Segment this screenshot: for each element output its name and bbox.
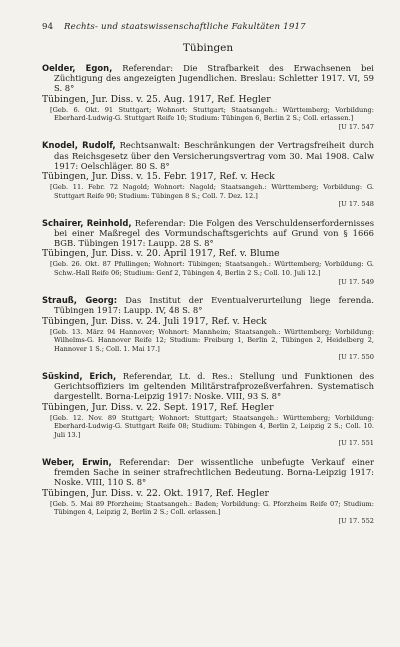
entry-reference-number: [U 17. 547 (338, 122, 374, 131)
entry-biographical-note: [Geb. 11. Febr. 72 Nagold; Wohnort: Nagold; Staatsangeh.: Württemberg; Vorbildung: G. Stuttgart Reife 90; Studium: Tübingen 8 S.; Coll. 7. Dez. 12.] (50, 183, 374, 200)
running-title: Rechts- und staatswissenschaftliche Fakultäten 1917 (64, 22, 306, 32)
entry-reference-number: [U 17. 549 (338, 277, 374, 286)
entry-dissertation-info: Tübingen, Jur. Diss. v. 15. Febr. 1917, Ref. v. Heck (42, 171, 275, 182)
entry-reference-number: [U 17. 551 (338, 439, 374, 448)
entry-biographical-note: [Geb. 13. März 94 Hannover; Wohnort: Mannheim; Staatsangeh.: Württemberg; Vorbildung: Wilhelms-G. Hannover Reife 12; Studium: Freiburg 1, Berlin 2, Tübingen 2, Heidelberg 2, Hannover 1 S.; Coll. 1. Mai 17.] (50, 327, 374, 353)
page-number: 94 (42, 22, 54, 32)
entry-author: Süskind, Erich, (42, 370, 117, 381)
entry-biographical-note: [Geb. 12. Nov. 89 Stuttgart; Wohnort: Stuttgart; Staatsangeh.: Württemberg; Vorbildung: Eberhard-Ludwig-G. Stuttgart Reife 08; Studium: Tübingen 4, Berlin 2, Leipzig 2 S.; Coll. 10. Juli 13.] (50, 413, 374, 439)
entry-dissertation-info: Tübingen, Jur. Diss. v. 20. April 1917, Ref. v. Blume (42, 248, 280, 260)
entry-author: Knodel, Rudolf, (42, 140, 116, 151)
entry-title: Das Institut der Eventualverurteilung liege ferenda. Tübingen 1917: Laupp. IV, 48 S. 8° (54, 295, 374, 316)
entry-title-line (42, 457, 374, 488)
entry-reference-number: [U 17. 550 (338, 353, 374, 362)
entry-author: Oelder, Egon, (42, 63, 113, 73)
dissertation-entry (42, 457, 374, 525)
entry-author: Strauß, Georg: (42, 295, 118, 306)
entry-biographical-note: [Geb. 26. Okt. 87 Pfullingen; Wohnort: Tübingen; Staatsangeh.: Württemberg; Vorbildung: G. Schw.-Hall Reife 06; Studium: Genf 2, Tübingen 4, Berlin 2 S.; Coll. 10. Juli 12.] (50, 260, 374, 277)
entry-author: Weber, Erwin, (42, 456, 112, 467)
entry-title-line (42, 371, 374, 402)
entry-title-line (42, 295, 374, 315)
entry-dissertation-info: Tübingen, Jur. Diss. v. 24. Juli 1917, Ref. v. Heck (42, 315, 267, 327)
entry-dissertation-info: Tübingen, Jur. Diss. v. 22. Sept. 1917, Ref. Hegler (42, 401, 274, 413)
dissertation-entry (42, 140, 374, 208)
entry-list (42, 63, 374, 525)
entry-dissertation-info: Tübingen, Jur. Diss. v. 22. Okt. 1917, Ref. Hegler (42, 487, 269, 499)
entry-title: Referendar: Die Folgen des Verschuldenserfordernisses bei einer Maßregel des Vormundschaftsgerichts auf Grund von § 1666 BGB. Tübingen 1917: Laupp. 28 S. 8° (54, 217, 374, 249)
dissertation-entry (42, 63, 374, 131)
entry-reference-number: [U 17. 552 (338, 516, 374, 525)
entry-dissertation-info: Tübingen, Jur. Diss. v. 25. Aug. 1917, Ref. Hegler (42, 93, 271, 105)
entry-title: Referendar, Lt. d. Res.: Stellung und Funktionen des Gerichtsoffiziers im geltenden Militärstrafprozeßverfahren. Systematisch dargestellt. Borna-Leipzig 1917: Noske. VIII, 93 S. 8° (54, 370, 374, 402)
entry-biographical-note: [Geb. 5. Mai 89 Pforzheim; Staatsangeh.: Baden; Vorbildung: G. Pforzheim Reife 07; Studium: Tübingen 4, Leipzig 2, Berlin 2 S.; Coll. erlassen.] (50, 499, 374, 517)
entry-title: Referendar: Die Strafbarkeit des Erwachsenen bei Züchtigung des angezeigten Jugendlichen. Breslau: Schletter 1917. VI, 59 S. 8° (54, 63, 374, 94)
entry-title-line (42, 63, 374, 94)
entry-title: Rechtsanwalt: Beschränkungen der Vertragsfreiheit durch das Reichsgesetz über den Versicherungsvertrag vom 30. Mai 1908. Calw 1917: Oelschläger. 80 S. 8° (54, 140, 374, 171)
entry-title-line (42, 140, 374, 171)
dissertation-entry (42, 295, 374, 362)
entry-title: Referendar: Der wissentliche unbefugte Verkauf einer fremden Sache in seiner strafrechtlichen Bedeutung. Borna-Leipzig 1917: Noske. VIII, 110 S. 8° (54, 456, 374, 488)
running-head (42, 22, 374, 36)
dissertation-entry (42, 371, 374, 448)
entry-reference-number: [U 17. 548 (338, 200, 374, 209)
dissertation-entry (42, 218, 374, 286)
entry-author: Schairer, Reinhold, (42, 217, 132, 228)
entry-biographical-note: [Geb. 6. Okt. 91 Stuttgart; Wohnort: Stuttgart; Staatsangeh.: Württemberg; Vorbildung: Eberhard-Ludwig-G. Stuttgart Reife 10; Studium: Tübingen 6, Berlin 2 S.; Coll. erlassen.] (50, 105, 374, 123)
section-place-heading: Tübingen (182, 42, 234, 54)
entry-title-line (42, 218, 374, 249)
